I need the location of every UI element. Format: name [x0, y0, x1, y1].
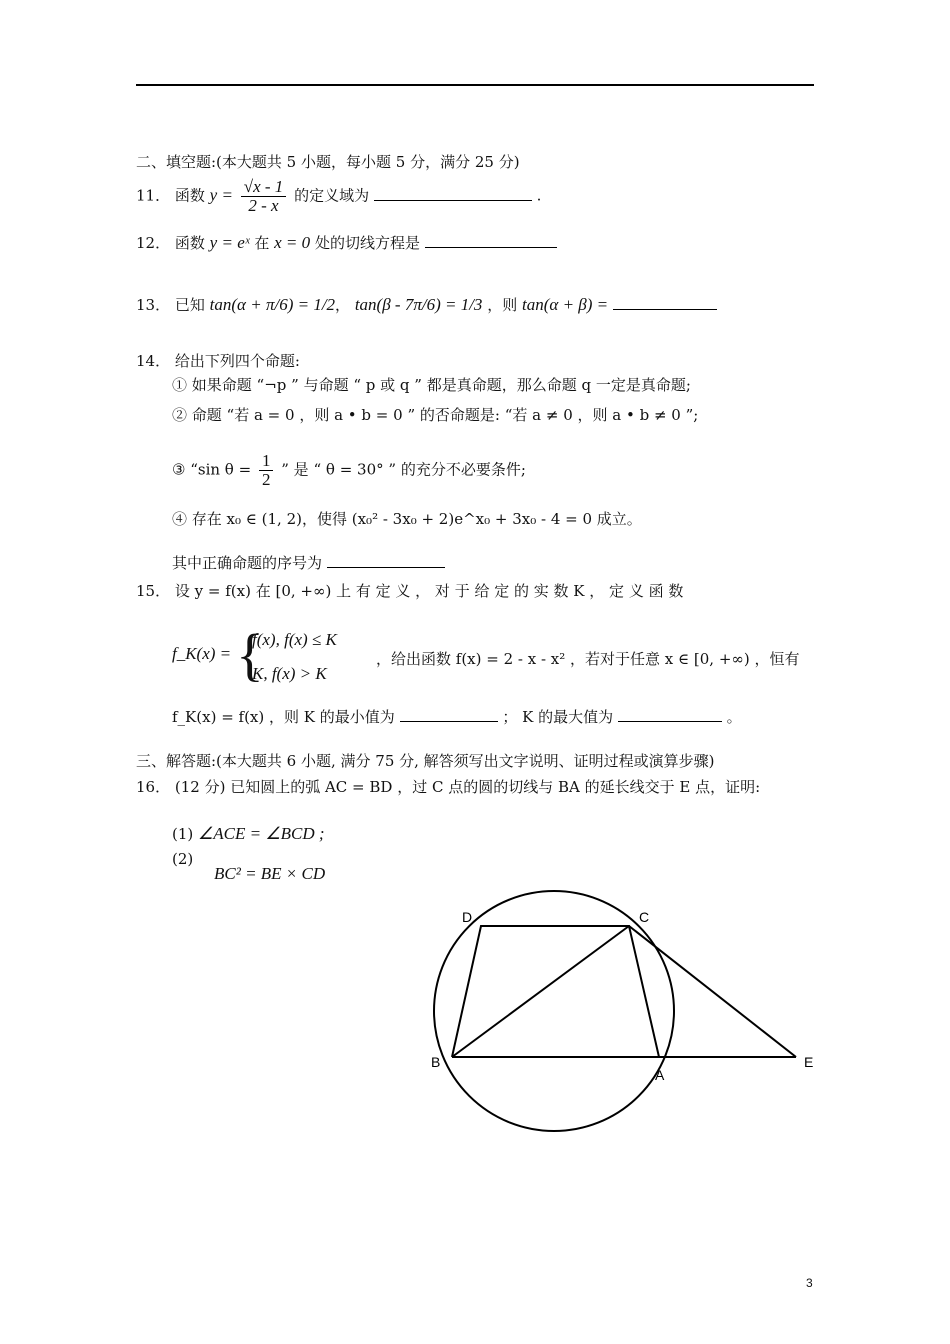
label-C: C	[639, 909, 650, 925]
q11-lhs: y =	[209, 185, 233, 205]
q11-numerator: √x - 1	[241, 178, 287, 197]
q12-post: 处的切线方程是	[314, 234, 420, 252]
q16-part-1-label: (1)	[172, 825, 194, 843]
label-E: E	[804, 1054, 814, 1070]
q13-number: 13．	[136, 296, 171, 314]
q15-fk: f_K(x) =	[172, 644, 232, 663]
q12-pre: 函数	[174, 234, 205, 252]
label-D: D	[462, 909, 473, 925]
trapezoid	[452, 926, 659, 1057]
q15-line3-end: 。	[726, 708, 742, 726]
q15-piecewise-brace: {	[236, 622, 264, 687]
q15-line1: 设 y = f(x) 在 [0, +∞) 上 有 定 义 ， 对 于 给 定 的 实 数 K ， 定 义 函 数	[174, 582, 684, 600]
q15-number: 15．	[136, 582, 171, 600]
q13-mid: ，则	[487, 296, 518, 314]
q13-pre: 已知	[174, 296, 205, 314]
q11-pre: 函数	[174, 186, 205, 205]
section2-header: 二、填空题:(本大题共 5 小题，每小题 5 分，满分 25 分)	[136, 153, 520, 171]
q12-number: 12．	[136, 234, 171, 252]
q14-p3-pre: ③ “sin θ =	[172, 460, 252, 479]
q14-p3-num: 1	[259, 452, 274, 471]
q15-line2: ，给出函数 f(x) = 2 - x - x² ，若对于任意 x ∈ [0, +∞) ，恒有	[376, 650, 800, 668]
q14-p3-post: ” 是 “ θ = 30° ” 的充分不必要条件;	[281, 460, 526, 479]
label-B: B	[431, 1054, 441, 1070]
section3-header: 三、解答题:(本大题共 6 小题, 满分 75 分, 解答须写出文字说明、证明过程或演算步骤)	[136, 752, 715, 770]
q14-number: 14．	[136, 352, 171, 370]
q13-expr-b: tan(β - 7π/6) = 1/3	[354, 295, 483, 314]
q14-proposition-1: ① 如果命题 “¬p ” 与命题 “ p 或 q ” 都是真命题，那么命题 q 一定是真命题;	[172, 376, 691, 394]
q14-answer-label: 其中正确命题的序号为	[172, 554, 323, 572]
q11-end: .	[536, 186, 542, 205]
q15-case-1-text: f(x), f(x) ≤ K	[252, 630, 337, 649]
q15-line3-b: ； K 的最大值为	[502, 708, 614, 726]
q14-intro: 给出下列四个命题:	[174, 352, 300, 370]
line-BC	[452, 926, 629, 1057]
q12-expr1: y = eˣ	[209, 233, 250, 252]
q12-expr2: x = 0	[274, 233, 311, 252]
q15-line3-a: f_K(x) = f(x) ，则 K 的最小值为	[172, 708, 395, 726]
q11-number: 11．	[136, 186, 171, 205]
q14-proposition-2: ② 命题 “若 a = 0 ，则 a • b = 0 ” 的否命题是: “若 a ≠ 0 ，则 a • b ≠ 0 ”;	[172, 406, 699, 424]
q16-number: 16．	[136, 778, 171, 796]
label-A: A	[655, 1067, 665, 1083]
q12-mid: 在	[254, 234, 270, 252]
q16-part-2-expr: BC² = BE × CD	[214, 864, 326, 883]
q14-p3-den: 2	[261, 470, 271, 489]
question-13: 13． 已知 tan(α + π/6) = 1/2， tan(β - 7π/6) = 1/3 ，则 tan(α + β) =	[136, 294, 717, 315]
q16-text: (12 分) 已知圆上的弧 AC = BD ，过 C 点的圆的切线与 BA 的延长线交于 E 点，证明:	[174, 778, 761, 796]
q13-expr-a: tan(α + π/6) = 1/2	[209, 295, 336, 314]
q13-expr-c: tan(α + β) =	[522, 295, 609, 314]
q11-post: 的定义域为	[294, 186, 370, 205]
q14-proposition-4: ④ 存在 x₀ ∈ (1, 2)，使得 (x₀² - 3x₀ + 2)e^x₀ + 3x₀ - 4 = 0 成立。	[172, 510, 642, 528]
q16-part-1-text: ∠ACE = ∠BCD ;	[198, 824, 325, 843]
q11-denominator: 2 - x	[248, 196, 279, 215]
page-number: 3	[806, 1276, 813, 1290]
q16-part-2-label: (2)	[172, 850, 194, 868]
q15-case-2-text: K, f(x) > K	[252, 664, 327, 683]
